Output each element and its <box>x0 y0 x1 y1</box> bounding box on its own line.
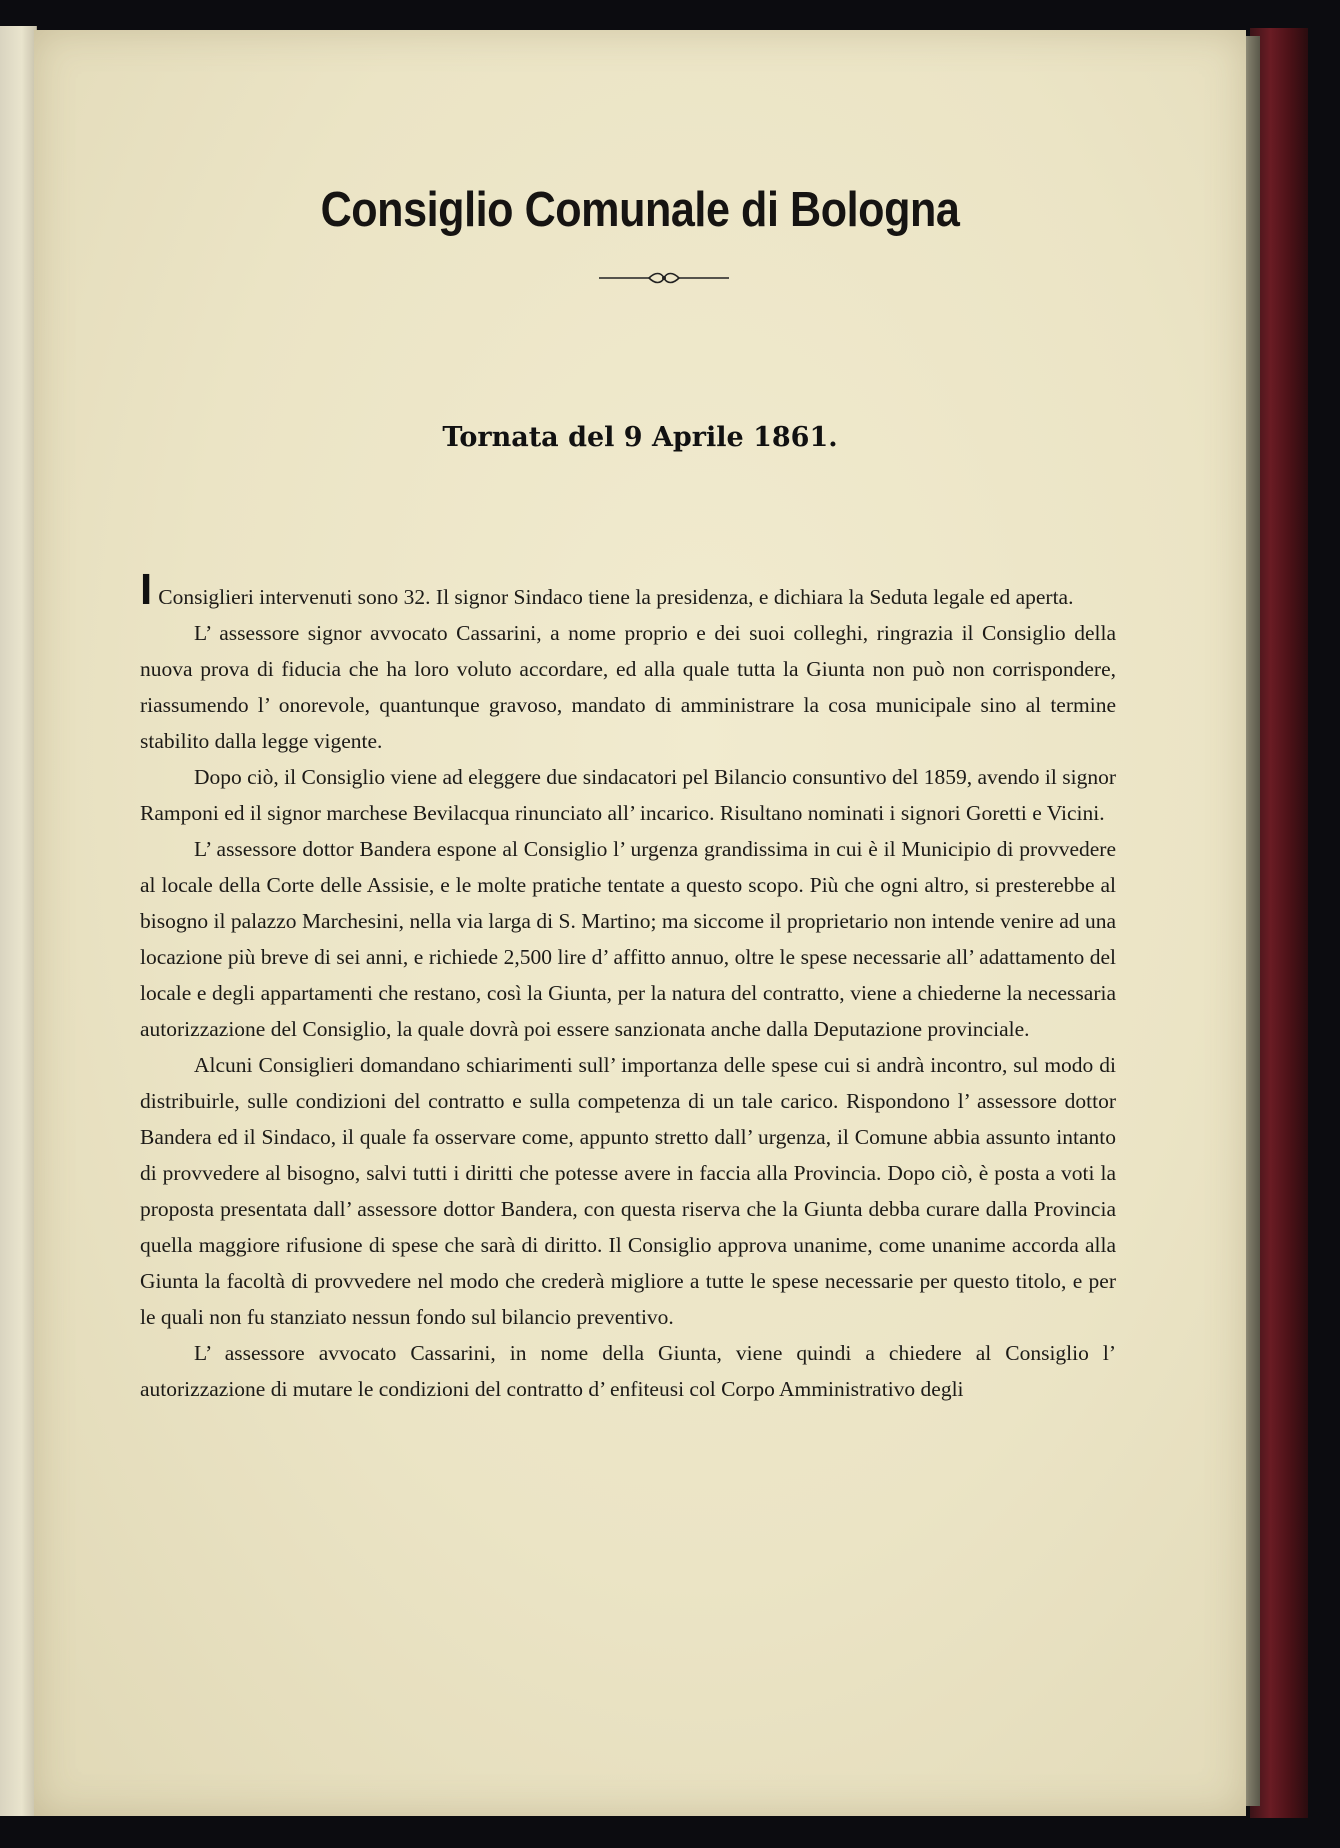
paragraph: L’ assessore signor avvocato Cassarini, a nome proprio e dei suoi colleghi, ringrazia il Consiglio della nuova prova di fiducia che ha loro voluto accordare, ed alla quale tutta la Giunta non può non corrispondere, riassumendo l’ onorevole, quantunque gravoso, mandato di amministrare la cosa municipale sino al termine stabilito dalla legge vigente. <box>140 621 1116 753</box>
paragraph: Alcuni Consiglieri domandano schiarimenti sull’ importanza delle spese cui si andrà incontro, sul modo di distribuirle, sulle condizioni del contratto e sulla competenza di un tale carico. Rispondono l’ assessore dottor Bandera ed il Sindaco, il quale fa osservare come, appunto stretto dall’ urgenza, il Comune abbia assunto intanto di provvedere al bisogno, salvi tutti i diritti che potesse avere in faccia alla Provincia. Dopo ciò, è posta a voti la proposta presentata dall’ assessore dottor Bandera, con questa riserva che la Giunta debba curare dalla Provincia quella maggiore rifusione di spese che sarà di diritto. Il Consiglio approva unanime, come unanime accorda alla Giunta la facoltà di provvedere nel modo che crederà migliore a tutte le spese necessarie per questo titolo, e per le quali non fu stanziato nessun fondo sul bilancio preventivo. <box>140 1053 1116 1329</box>
drop-cap: I <box>140 565 153 614</box>
session-heading: Tornata del 9 Aprile 1861. <box>442 422 838 453</box>
paragraph: L’ assessore dottor Bandera espone al Consiglio l’ urgenza grandissima in cui è il Municipio di provvedere al locale della Corte delle Assisie, e le molte pratiche tentate a questo scopo. Più che ogni altro, si presterebbe al bisogno il palazzo Marchesini, nella via larga di S. Martino; ma siccome il proprietario non intende venire ad una locazione più breve di sei anni, e richiede 2,500 lire d’ affitto annuo, oltre le spese necessarie all’ adattamento del locale e degli appartamenti che restano, così la Giunta, per la natura del contratto, viene a chiederne la necessaria autorizzazione del Consiglio, la quale dovrà poi essere sanzionata anche dalla Deputazione provinciale. <box>140 837 1116 1041</box>
minutes-body <box>140 565 1116 1407</box>
paragraph-text: Consiglieri intervenuti sono 32. Il signor Sindaco tiene la presidenza, e dichiara la Seduta legale ed aperta. <box>158 585 1074 609</box>
paragraph: L’ assessore avvocato Cassarini, in nome della Giunta, viene quindi a chiedere al Consiglio l’ autorizzazione di mutare le condizioni del contratto d’ enfiteusi col Corpo Amministrativo degli <box>140 1341 1116 1401</box>
paragraph <box>140 565 1116 615</box>
ornament-divider-icon <box>599 270 729 286</box>
page-title: Consiglio Comunale di Bologna <box>320 183 960 237</box>
book-left-edge <box>0 26 37 1816</box>
paragraph: Dopo ciò, il Consiglio viene ad eleggere due sindacatori pel Bilancio consuntivo del 1859, avendo il signor Ramponi ed il signor marchese Bevilacqua rinunciato all’ incarico. Risultano nominati i signori Goretti e Vicini. <box>140 765 1116 825</box>
